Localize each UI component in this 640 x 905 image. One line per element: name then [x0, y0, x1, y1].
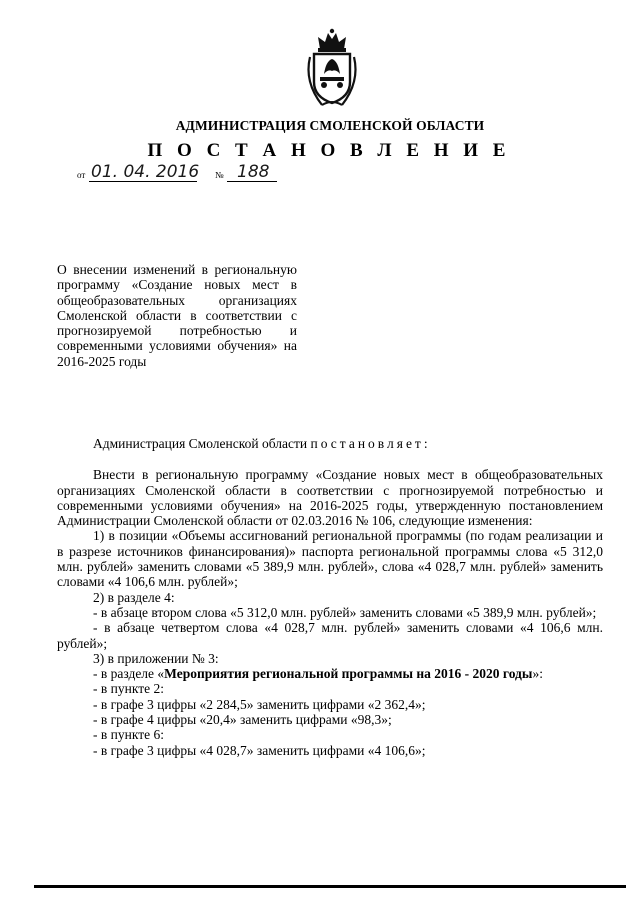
paragraph-item-3: 3) в приложении № 3:	[93, 650, 219, 666]
page-bottom-rule	[34, 885, 626, 888]
paragraph-item-2-b: - в абзаце четвертом слова «4 028,7 млн. рублей» заменить словами «4 106,6 млн. рублей»;	[57, 620, 603, 651]
number-handwritten: 188	[237, 162, 270, 182]
coat-of-arms-emblem	[300, 27, 364, 109]
preamble: Администрация Смоленской области постановляет:	[93, 436, 431, 451]
document-body	[57, 436, 603, 758]
paragraph-column-3: - в графе 3 цифры «2 284,5» заменить цифрами «2 362,4»;	[93, 696, 426, 712]
date-prefix: от	[77, 170, 86, 180]
number-prefix: №	[215, 170, 224, 180]
organization-name: АДМИНИСТРАЦИЯ СМОЛЕНСКОЙ ОБЛАСТИ	[175, 118, 485, 133]
paragraph-item-1: 1) в позиции «Объемы ассигнований региональной программы (по годам реализации и в разрезе источников финансирования)» паспорта региональной программы слова «5 312,0 млн. рублей» заменить словами «5 389,9 млн. рублей», слова «4 028,7 млн. рублей» заменить словами «4 106,6 млн. рублей»;	[57, 528, 603, 590]
paragraph-column-3-point-6: - в графе 3 цифры «4 028,7» заменить цифрами «4 106,6»;	[93, 742, 426, 758]
document-type-title: П О С Т А Н О В Л Е Н И Е	[147, 140, 511, 161]
document-subject: О внесении изменений в региональную программу «Создание новых мест в общеобразовательных организациях Смоленской области в соответствии с прогнозируемой потребностью и современными условиями обучения» на 2016-2025 годы	[57, 262, 297, 369]
paragraph-item-3-section: - в разделе «Мероприятия региональной программы на 2016 - 2020 годы»:	[93, 666, 543, 682]
preamble-spaced: постановляет:	[310, 436, 431, 451]
paragraph-item-2: 2) в разделе 4:	[93, 589, 175, 605]
section-title-bold: Мероприятия региональной программы на 2016 - 2020 годы	[164, 666, 533, 682]
paragraph-column-4: - в графе 4 цифры «20,4» заменить цифрами «98,3»;	[93, 712, 392, 728]
paragraph-intro: Внести в региональную программу «Создание новых мест в общеобразовательных организациях Смоленской области в соответствии с прогнозируемой потребностью и современными условиями обучения» на 2016-2025 годы, утвержденную постановлением Администрации Смоленской области от 02.03.2016 № 106, следующие изменения:	[57, 467, 603, 529]
paragraph-point-6: - в пункте 6:	[93, 727, 164, 743]
paragraph-point-2: - в пункте 2:	[93, 681, 164, 697]
date-handwritten: 01. 04. 2016	[91, 162, 200, 182]
paragraph-item-2-a: - в абзаце втором слова «5 312,0 млн. рублей» заменить словами «5 389,9 млн. рублей»;	[93, 604, 597, 620]
date-number-line	[77, 162, 317, 184]
